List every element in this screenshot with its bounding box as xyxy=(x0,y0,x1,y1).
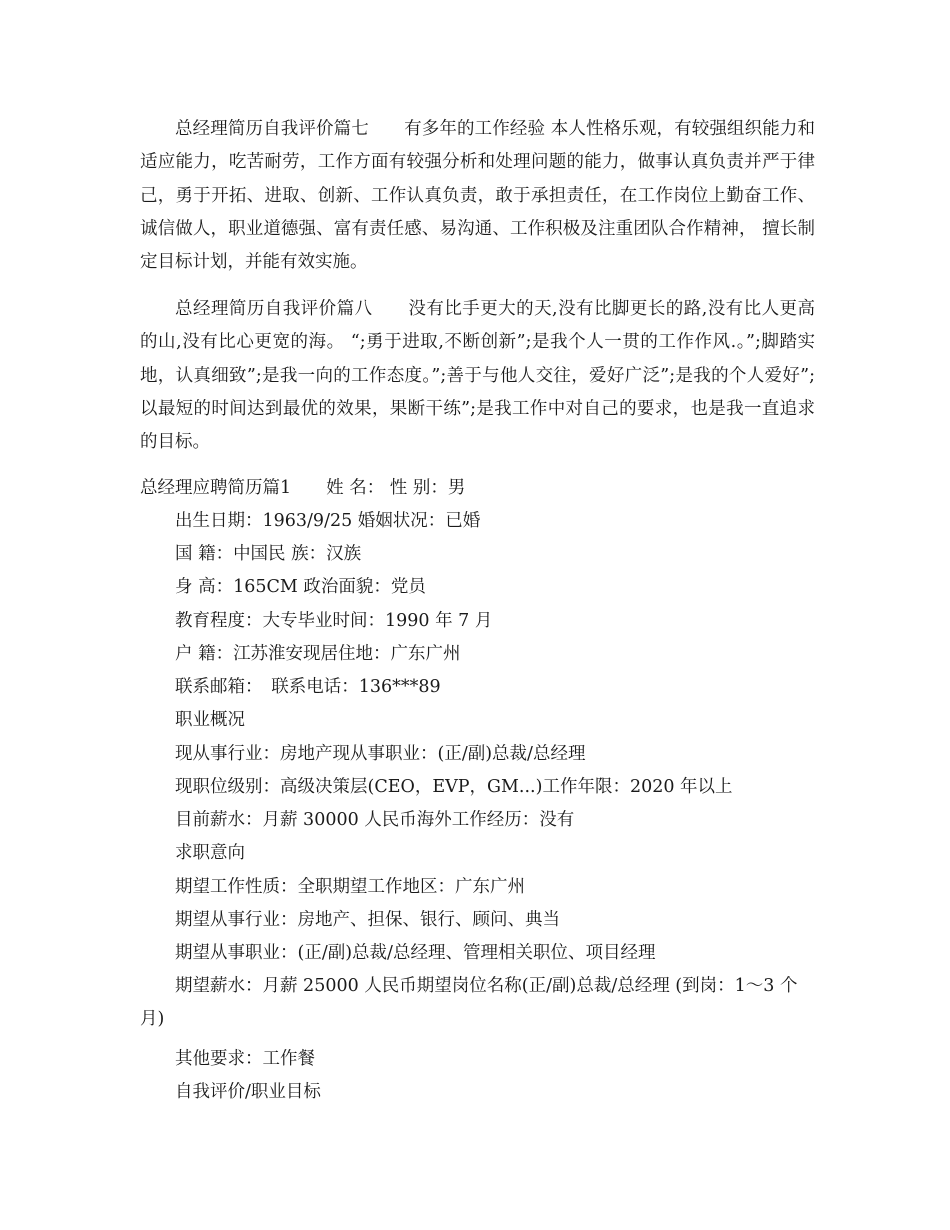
resume-line-height: 身 高：165CM 政治面貌：党员 xyxy=(175,577,426,597)
section-heading-career-overview: 职业概况 xyxy=(175,710,245,730)
resume-line-expected-industry: 期望从事行业：房地产、担保、银行、顾问、典当 xyxy=(175,910,560,930)
resume-line-residence: 户 籍：江苏淮安现居住地：广东广州 xyxy=(175,644,461,664)
self-evaluation-paragraph-8: 总经理简历自我评价篇八 没有比手更大的天,没有比脚更长的路,没有比人更高的山,没有比心更宽的海。 “;勇于进取,不断创新”;是我个人一贯的工作作风.。”;脚踏实地，认真细致”;是我一向的工作态度。”;善于与他人交往，爱好广泛”;是我的个人爱好”;以最短的时间达到最优的效果，果断干练”;是我工作中对自己的要求，也是我一直追求的目标。 xyxy=(140,299,815,453)
resume-line-birth: 出生日期：1963/9/25 婚姻状况：已婚 xyxy=(175,511,481,531)
self-evaluation-paragraph-7: 总经理简历自我评价篇七 有多年的工作经验 本人性格乐观，有较强组织能力和适应能力，吃苦耐劳，工作方面有较强分析和处理问题的能力，做事认真负责并严于律己，勇于开拓、进取、创新、工作认真负责，敢于承担责任，在工作岗位上勤奋工作、诚信做人，职业道德强、富有责任感、易沟通、工作积极及注重团队合作精神， 擅长制定目标计划，并能有效实施。 xyxy=(140,119,815,273)
resume-line-expected-salary: 期望薪水：月薪 25000 人民币期望岗位名称(正/副)总裁/总经理 (到岗：1～3 个月) xyxy=(140,976,798,1029)
resume-line-current-industry: 现从事行业：房地产现从事职业：(正/副)总裁/总经理 xyxy=(175,744,586,764)
resume-line-expected-type: 期望工作性质：全职期望工作地区：广东广州 xyxy=(175,877,525,897)
resume-line-current-salary: 目前薪水：月薪 30000 人民币海外工作经历：没有 xyxy=(175,810,575,830)
section-heading-self-evaluation: 自我评价/职业目标 xyxy=(175,1082,321,1102)
resume-line-contact: 联系邮箱： 联系电话：136***89 xyxy=(175,677,441,697)
resume-title: 总经理应聘简历篇1 姓 名： 性 别：男 xyxy=(140,478,466,498)
resume-line-nationality: 国 籍：中国民 族：汉族 xyxy=(175,544,362,564)
resume-line-other-requirements: 其他要求：工作餐 xyxy=(175,1049,315,1069)
section-heading-job-intention: 求职意向 xyxy=(175,843,245,863)
resume-line-education: 教育程度：大专毕业时间：1990 年 7 月 xyxy=(175,611,493,631)
resume-line-expected-position: 期望从事职业：(正/副)总裁/总经理、管理相关职位、项目经理 xyxy=(175,943,656,963)
resume-line-position-level: 现职位级别：高级决策层(CEO，EVP，GM...)工作年限：2020 年以上 xyxy=(175,777,733,797)
